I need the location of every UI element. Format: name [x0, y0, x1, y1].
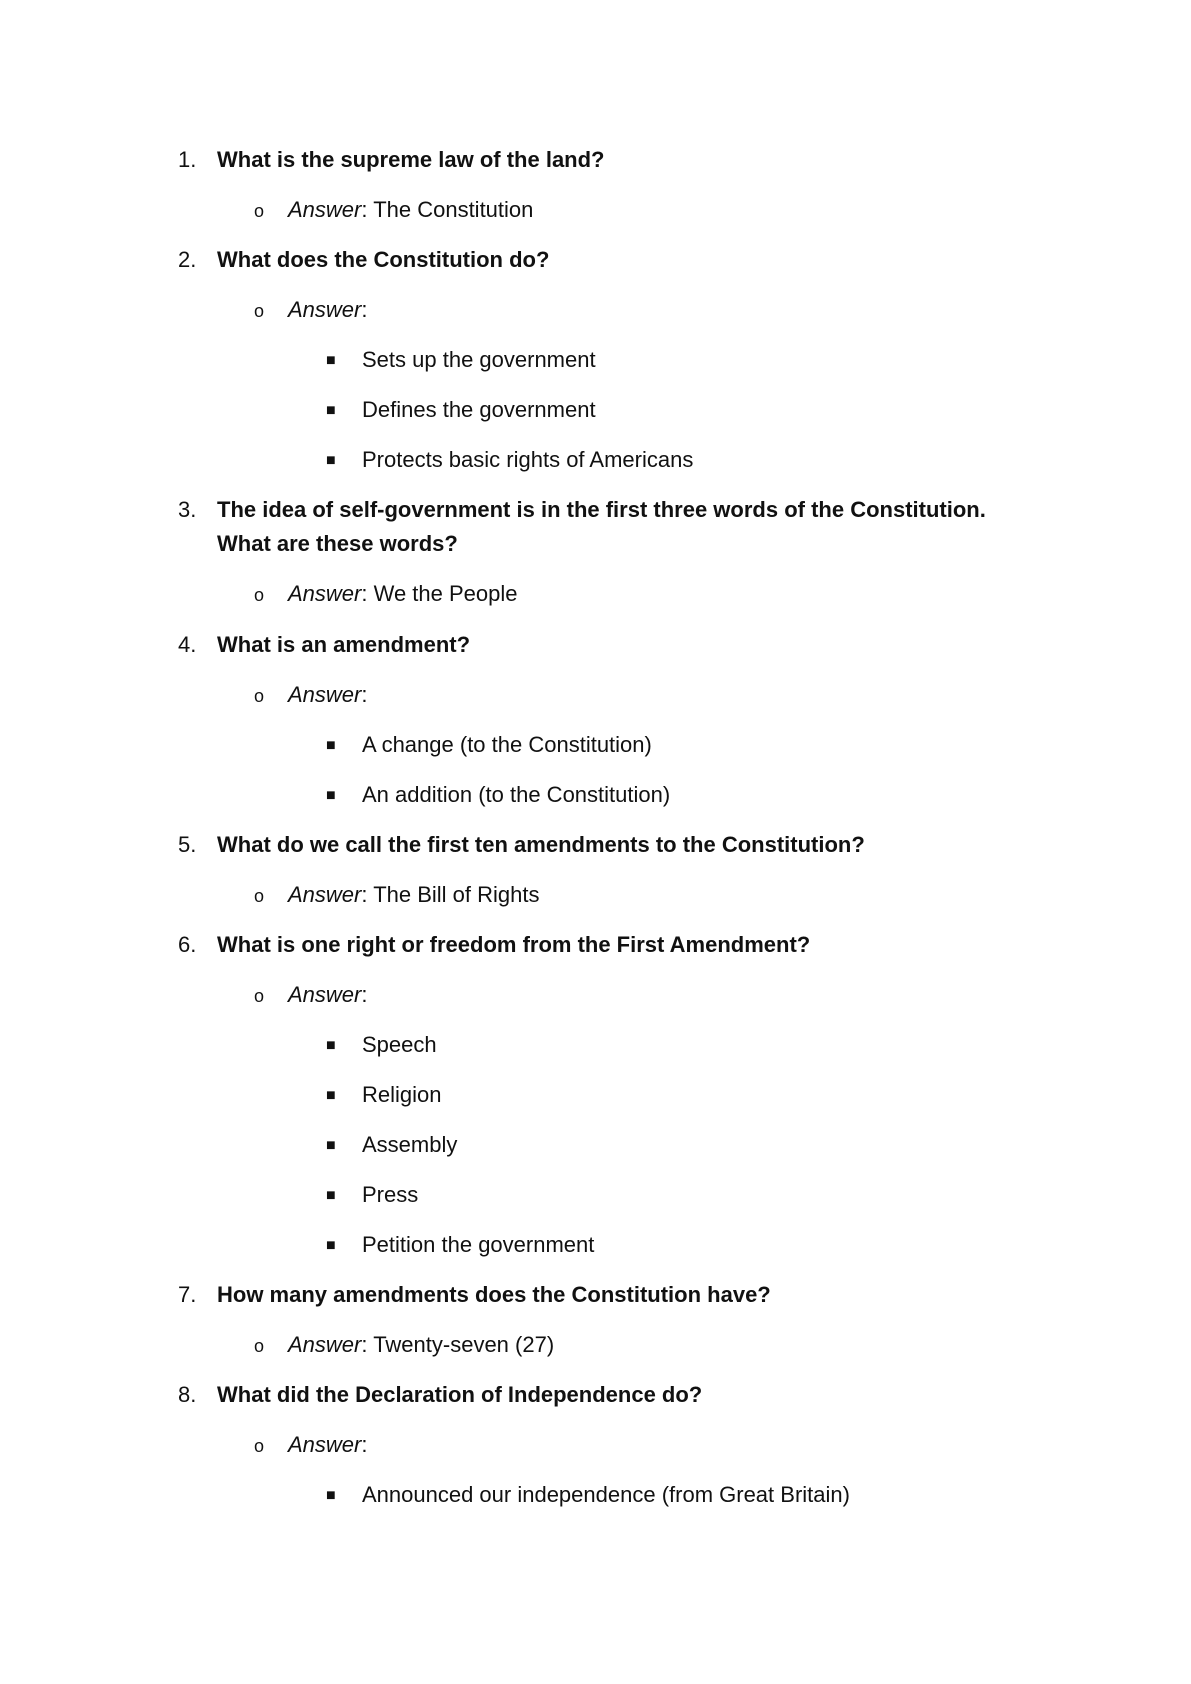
list-item-text: Speech: [362, 1032, 437, 1057]
square-bullet-icon: ■: [326, 737, 336, 754]
list-item-text: Assembly: [362, 1132, 458, 1157]
answer-text: We the People: [373, 581, 518, 606]
answer-label: Answer: [288, 197, 362, 222]
answer-line: o Answer: Twenty-seven (27): [254, 1328, 554, 1363]
square-bullet-icon: ■: [326, 1237, 336, 1254]
list-item: [326, 343, 596, 378]
answer-text: The Bill of Rights: [373, 882, 540, 907]
question-text: What did the Declaration of Independence do?: [217, 1382, 703, 1407]
square-bullet-icon: ■: [326, 452, 336, 469]
question-2: [178, 243, 1038, 277]
list-item-text: Sets up the government: [362, 347, 596, 372]
question-1: [178, 143, 1038, 177]
question-text: What does the Constitution do?: [217, 247, 550, 272]
question-number: 5.: [178, 832, 197, 857]
list-item: [326, 1128, 457, 1163]
list-item: [326, 728, 652, 763]
square-bullet-icon: ■: [326, 352, 336, 369]
question-3: [178, 493, 1038, 561]
question-number: 1.: [178, 147, 197, 172]
answer-line: o Answer:: [254, 978, 367, 1013]
hollow-bullet-icon: o: [254, 201, 265, 221]
question-number: 7.: [178, 1282, 197, 1307]
list-item-text: A change (to the Constitution): [362, 732, 652, 757]
answer-label: Answer: [288, 1332, 362, 1357]
question-5: [178, 828, 1038, 862]
answer-text: Twenty-seven (27): [373, 1332, 555, 1357]
list-item-text: Press: [362, 1182, 419, 1207]
list-item-text: Defines the government: [362, 397, 596, 422]
hollow-bullet-icon: o: [254, 886, 265, 906]
answer-label: Answer: [288, 297, 362, 322]
square-bullet-icon: ■: [326, 1487, 336, 1504]
hollow-bullet-icon: o: [254, 1336, 265, 1356]
hollow-bullet-icon: o: [254, 301, 265, 321]
question-text: The idea of self-government is in the first three words of the Constitution. What are these words?: [217, 497, 986, 556]
question-4: [178, 628, 1038, 662]
hollow-bullet-icon: o: [254, 986, 265, 1006]
question-7: [178, 1278, 1038, 1312]
answer-label: Answer: [288, 982, 362, 1007]
square-bullet-icon: ■: [326, 1087, 336, 1104]
answer-label: Answer: [288, 882, 362, 907]
question-text: What is one right or freedom from the First Amendment?: [217, 932, 811, 957]
question-text: What is an amendment?: [217, 632, 471, 657]
question-8: [178, 1378, 1038, 1412]
square-bullet-icon: ■: [326, 1137, 336, 1154]
hollow-bullet-icon: o: [254, 585, 265, 605]
square-bullet-icon: ■: [326, 787, 336, 804]
list-item: [326, 1228, 594, 1263]
question-6: [178, 928, 1038, 962]
answer-line: o Answer:: [254, 678, 367, 713]
answer-label: Answer: [288, 581, 362, 606]
hollow-bullet-icon: o: [254, 686, 265, 706]
answer-text: The Constitution: [373, 197, 534, 222]
list-item: [326, 1178, 418, 1213]
list-item-text: Announced our independence (from Great Britain): [362, 1482, 850, 1507]
question-text: What is the supreme law of the land?: [217, 147, 605, 172]
list-item: [326, 393, 596, 428]
question-number: 4.: [178, 632, 197, 657]
list-item-text: Petition the government: [362, 1232, 595, 1257]
question-number: 8.: [178, 1382, 197, 1407]
list-item: [326, 778, 670, 813]
question-number: 3.: [178, 497, 197, 522]
square-bullet-icon: ■: [326, 1037, 336, 1054]
question-text: How many amendments does the Constitution have?: [217, 1282, 771, 1307]
question-number: 2.: [178, 247, 197, 272]
answer-line: o Answer:: [254, 293, 367, 328]
list-item: [326, 1078, 442, 1113]
square-bullet-icon: ■: [326, 402, 336, 419]
list-item-text: An addition (to the Constitution): [362, 782, 671, 807]
answer-line: o Answer:: [254, 1428, 367, 1463]
answer-label: Answer: [288, 1432, 362, 1457]
square-bullet-icon: ■: [326, 1187, 336, 1204]
list-item: [326, 1478, 850, 1513]
list-item-text: Protects basic rights of Americans: [362, 447, 694, 472]
question-number: 6.: [178, 932, 197, 957]
list-item: [326, 1028, 437, 1063]
question-text: What do we call the first ten amendments to the Constitution?: [217, 832, 865, 857]
hollow-bullet-icon: o: [254, 1436, 265, 1456]
answer-label: Answer: [288, 682, 362, 707]
answer-line: o Answer: The Constitution: [254, 193, 533, 228]
list-item-text: Religion: [362, 1082, 442, 1107]
answer-line: o Answer: The Bill of Rights: [254, 878, 539, 913]
answer-line: o Answer: We the People: [254, 577, 518, 612]
list-item: [326, 443, 693, 478]
